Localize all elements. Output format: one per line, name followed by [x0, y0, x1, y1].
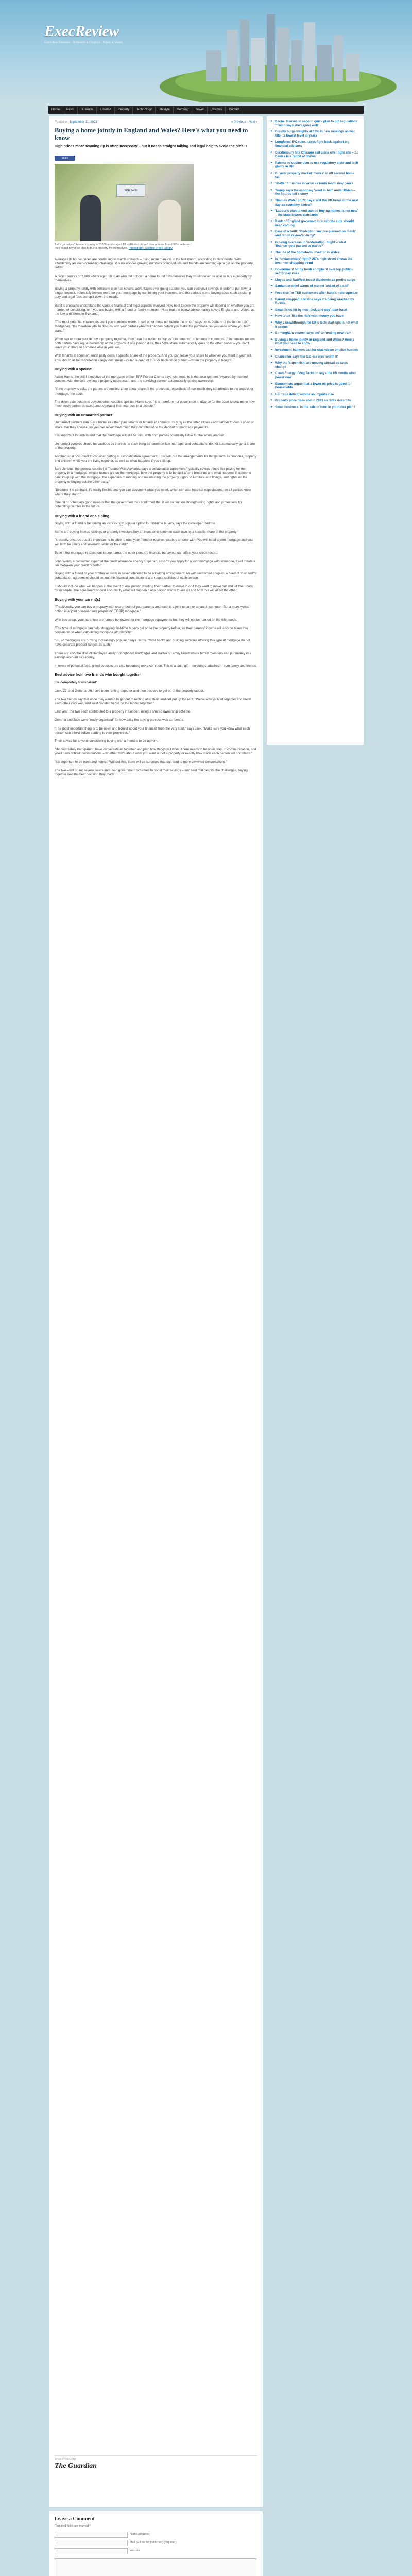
paragraph: "If the property is sold, the parties are entitled to an equal share of the proceeds, regardless of how much they contributed to the deposit or mortgage," he adds. [55, 387, 253, 396]
paragraph: Last year, the two each contributed to a property in London, using a shared ownership scheme. [55, 710, 191, 714]
sidebar-link[interactable]: ▸ Glastonbury hits Chicago sail plans over tight site – Ed Davies is a rabbit at chews [271, 151, 359, 159]
paragraph: Another legal document to consider getting is a cohabitation agreement. This sets out the arrangements for things such as finances, property and children while you are living together, as well as what happens if you split up. [55, 454, 256, 463]
sidebar-link[interactable]: ▸ Why the 'super-rich' are moving abroad as rates change [271, 361, 359, 369]
sidebar-link[interactable]: ▸ Bachel Reeves in second quick plan to cut regulations: 'Trump says she's gone well' [271, 120, 359, 127]
paragraph: With tenants in common, each party owns a specific share of the property. And you can leave your share to whoever you want in your will. This should all be recorded in a legal document – called a deed of trust or declaration of trust – when the property is bought. [55, 354, 252, 362]
website-label: Website [130, 2549, 140, 2552]
subheading: 'Be completely transparent' [55, 681, 97, 685]
date-prefix: Posted on [55, 121, 69, 124]
sidebar-link[interactable]: ▸ Small business: is the sale of fund in your idea plan? [271, 405, 359, 410]
sidebar-link[interactable]: ▸ Government hit by fresh complaint over top public-sector pay rises [271, 268, 359, 276]
required-note: Required fields are marked * [55, 2524, 91, 2528]
prev-next-links[interactable]: « Previous · Next » [231, 121, 258, 124]
paragraph: In terms of potential fees, gifted deposits are also becoming more common. This is a cash gift – no strings attached – from family and friends. [55, 664, 257, 668]
site-header [0, 0, 412, 103]
email-field[interactable] [55, 2540, 128, 2546]
nav-item[interactable]: Technology [133, 106, 155, 114]
sidebar-link[interactable]: ▸ The life of the hometown investor in Wales [271, 251, 359, 255]
sidebar-link[interactable]: ▸ Chancellor says the tax rise was 'worth it' [271, 355, 359, 359]
comment-form [49, 2511, 263, 2576]
caption-credit-link[interactable]: Photograph: Science Photo Library [128, 247, 173, 250]
paragraph: Unmarried partners can buy a home as either joint tenants or tenants in common. Buying as the latter allows each partner to own a specific share that they choose, so you can reflect how much they contributed to the deposit or mortgage payments. [55, 421, 254, 429]
paragraph: "Traditionally, you can buy a property with one or both of your parents and each is a joint tenant or tenant in common. But a more typical option is a 'joint borrower sole proprietor' (JBSP) mortgage." [55, 605, 250, 614]
sidebar-link[interactable]: ▸ Buyers' property market 'moves' in off second home tax [271, 172, 359, 179]
photo-person [158, 200, 181, 241]
paragraph: "The most potential challenges are if you someone wants to sell up or move out before the other," says Louis Pelham of the lender L&C Mortgages. "It's therefore vital to discuss with your partner what will happen before you make the purchase, so you know where you both stand." [55, 320, 251, 333]
paragraph: Buying with a friend or your brother or sister is never intended to be a lifelong arrangement. As with unmarried couples, a deed of trust and/or cohabitation agreement should set out the financial contributions and responsibilities of each person. [55, 572, 257, 580]
paragraph: The down side becomes obvious when couples split up. Harris says: "It is therefore not uncommon in divorce for the court to determine how much each partner is owed, and to protect their interests in a dispute." [55, 400, 255, 409]
main-nav [48, 106, 364, 114]
section-heading: Buying with an unmarried partner [55, 414, 113, 418]
sidebar-link[interactable]: ▸ Small firms hit by new 'pick-and-pay' loan fraud [271, 308, 359, 312]
paragraph: The two friends say that once they wanted to get out of renting after their landlord put up the rent. "We've always lived together and knew each other very well, and we'd decided to get on the ladder together." [55, 697, 251, 706]
paragraph: "It usually ensures that it's important to be able to trust your friend or relative, you buy a home with. You will need a joint mortgage and you will both be jointly and severally liable for the debt." [55, 538, 253, 547]
paragraph: Unmarried couples should be cautious as there is no such thing as 'common-law marriage' and cohabitants do not automatically get a share of the property. [55, 442, 255, 450]
sidebar-link[interactable]: ▸ Patents to outline plan to use regulatory state and tech giants in UK [271, 161, 359, 169]
paragraph: Their advice for anyone considering buying with a friend is to be upfront. [55, 739, 158, 743]
email-label: Mail (will not be published) (required) [130, 2541, 177, 2544]
section-heading: Buying with a friend or a sibling [55, 514, 110, 518]
ad-label: ADVERTISEMENT [55, 2458, 77, 2461]
ad-brand-logo[interactable]: The Guardian [55, 2462, 97, 2470]
sidebar-link[interactable]: ▸ Gravity bulge weights at 18% in new rankings as wall hits its lowest level in years [271, 130, 359, 138]
paragraph: It is important to understand that the mortgage will still be joint, with both parties potentially liable for the whole amount. [55, 433, 225, 437]
sidebar-link[interactable]: ▸ Lloyds and NatWest boost dividends as profits surge [271, 278, 359, 282]
sidebar-link[interactable]: ▸ UK trade deficit widens as imports rise [271, 393, 359, 397]
post-date[interactable]: September 11, 2023 [69, 121, 97, 124]
sidebar-link[interactable]: ▸ Ease of a tariff: 'Protectionism' pre-planned on 'Bank' and ration review's 'dump' [271, 230, 359, 238]
paragraph: One bit of potentially good news is that the government has confirmed that it will consult on strengthening rights and protections for cohabiting couples in the future. [55, 501, 243, 509]
caption-text: 'Let's go halves': A recent survey of 2,000 adults aged 18 to 40 who did not own a home found 39% believed they would never be able to buy a property by themselves. [55, 243, 191, 250]
photo-person [80, 195, 101, 241]
paragraph: But it is crucial to understand the various financial and legal aspects involved. How best to own the property will depend on whether you are married or cohabiting, or if you are buying with a friend or family member. (Note that the below advice mainly covers England and Wales, as the law is different in Scotland.) [55, 303, 255, 316]
nav-item[interactable]: Motoring [174, 106, 192, 114]
sidebar-link[interactable]: ▸ Santander chief warns of market 'ahead of a cliff' [271, 284, 359, 289]
paragraph: Average UK house prices are continuing to match upwards – rising more than 2% in the last month, according to Nationwide. With affordability an ever-increasing challenge, it is no wonder growing numbers of individuals and friends are teaming up to get on the property ladder. [55, 258, 253, 270]
sidebar-link[interactable]: ▸ Investment bankers call for crackdown on side hustles [271, 348, 359, 352]
nav-item[interactable]: Finance [97, 106, 114, 114]
sidebar [267, 116, 364, 745]
sidebar-link[interactable]: ▸ Trump says the economy 'went in half' under Biden – the figures tell a story [271, 189, 359, 196]
sidebar-link[interactable]: ▸ Is being overseas in 'underrating' blight – what 'finance' gets passed to public? [271, 241, 359, 248]
advertisement-strip[interactable] [55, 2455, 258, 2477]
share-button[interactable]: Share [55, 156, 75, 161]
nav-item[interactable]: Contact [226, 106, 243, 114]
sidebar-link[interactable]: ▸ 'Labour's plan to end ban on buying homes is not new' – the state lowers standards [271, 209, 359, 217]
paragraph: "The most important thing is to be open and honest about your finances from the very start," says Jack. "Make sure you know what each person can afford before starting to view properties." [55, 726, 250, 735]
sidebar-link[interactable]: ▸ Bank of England governor: interest rate cuts should keep coming [271, 219, 359, 227]
sidebar-link[interactable]: ▸ Economists argue that a lower oil price is good for households [271, 382, 359, 390]
sidebar-link[interactable]: ▸ Why a breakthrough for UK's tech start-ups is not what it seems [271, 321, 359, 329]
sidebar-link[interactable]: ▸ Buying a home jointly in England and Wales? Here's what you need to know [271, 338, 359, 346]
comment-heading: Leave a Comment [55, 2516, 95, 2522]
nav-item[interactable]: Home [48, 106, 63, 114]
website-field[interactable] [55, 2548, 128, 2554]
paragraph: Some are buying friends' siblings or property investors buy an investor in common each owning a specific share of the property. [55, 530, 237, 534]
site-tagline: Executive Reviews · Business & Finance · News & Views [44, 41, 123, 44]
paragraph: "JBSP mortgages are proving increasingly popular," says Harris. "Most banks and building societies offering this type of mortgage do not have separate product ranges as such." [55, 639, 250, 647]
paragraph: Adam Harris, the chief executive of the mortgage broker SPF Private Clients says joint tenants is the arrangement favoured by married couples, with the sole owning a property upon death, and the surviving partner automatically getting ownership. [55, 375, 248, 383]
comment-textarea[interactable] [55, 2558, 256, 2576]
paragraph: Sara Jenkins, the general counsel at Trusted Wills Advisers, says a cohabitation agreement "typically covers things like paying for the property in a mortgage, whose names are on the mortgage, how the property is to be split after a break-up and what happens if someone can't keep up with the mortgage, the expenses of running and maintaining the property, rights to furniture and fittings, and rights on the property or buying-out the other party." [55, 467, 251, 484]
nav-item[interactable]: Property [115, 106, 133, 114]
paragraph: With this setup, your parent(s) are named borrowers for the mortgage repayments but they will not be named on the title deeds. [55, 618, 237, 622]
section-heading: Buying with your parent(s) [55, 598, 100, 602]
paragraph: Even if the mortgage is taken out in one name, the other person's financial behaviour can affect your credit record. [55, 551, 218, 555]
article-body [55, 258, 258, 781]
site-logo[interactable]: ExecReview [44, 23, 119, 40]
nav-item[interactable]: Lifestyle [156, 106, 174, 114]
for-sale-sign: FOR SALE [116, 184, 145, 197]
nav-item[interactable]: Travel [192, 106, 207, 114]
sidebar-link[interactable]: ▸ Birmingham council says 'no' to funding new tram [271, 331, 359, 335]
paragraph: "The type of mortgage can help struggling first-time buyers get on to the property ladder, as their parents' income will also be taken into consideration when calculating mortgage affordability." [55, 626, 248, 634]
paragraph: A recent survey of 2,000 adults aged 18 to 40 who did not own a home found 39% believed they would never be able to buy a property by themselves. [55, 274, 252, 282]
sidebar-link[interactable]: ▸ Thames Water on 72 days: will the UK break in the next day as economy slides? [271, 199, 359, 207]
paragraph: "It's important to be open and honest. Without this, there will be surprises that can lead to more awkward conversations." [55, 760, 228, 764]
article-title: Buying a home jointly in England and Wales? Here's what you need to know [55, 127, 248, 142]
sidebar-link[interactable]: ▸ Shelter firms rise in value as rents reach new peaks [271, 182, 359, 186]
section-heading: Buying with a spouse [55, 367, 92, 371]
paragraph: "Be completely transparent, have conversations together and plan how things will work. There needs to be open lines of communication, and you'll have difficult conversations – whether that's about what you want out of a property or exactly how much each person will contribute." [55, 748, 256, 756]
name-label: Name (required) [130, 2533, 151, 2536]
nav-item[interactable]: Reviews [208, 106, 226, 114]
paragraph: John Webb, a consumer expert at the credit reference agency Experian, says "If you apply for a joint mortgage with someone, it will create a link between your credit reports." [55, 559, 255, 567]
sidebar-link[interactable]: ▸ How to be 'like the rich' with money you have [271, 314, 359, 318]
name-field[interactable] [55, 2532, 128, 2538]
article-standfirst: High prices mean teaming up is often necessary – but it needs straight talking and legal help to avoid the pitfalls [55, 145, 248, 148]
sidebar-link[interactable]: ▸ Fees rise for TSB customers after bank's 'rate squeeze' [271, 291, 359, 295]
post-meta [55, 121, 97, 124]
sidebar-link[interactable]: ▸ Property price rises end in 2023 as rates rises bite [271, 399, 359, 403]
paragraph: Buying with a friend is becoming an increasingly popular option for first-time buyers, says the developer Redrow. [55, 521, 216, 526]
photo-caption [55, 243, 194, 250]
city-skyline-illustration [154, 9, 402, 102]
paragraph: "Because it is contract, it's easily flexible and you can document what you need, which can also help set expectations, so all parties know where they stand." [55, 488, 251, 496]
article-column [49, 116, 263, 2507]
article-photo [55, 164, 194, 241]
paragraph: There are also the likes of Barclays Family Springboard mortgages and Halifax's Family Boost where family members can put money in a savings account as security. [55, 651, 251, 659]
paragraph: It should include what will happen in the event of one person wanting their partner to move in or if they want to move out and let their room, for example. The agreement should also clarify what will happen if one person wants to sell up and how this will affect the other. [55, 584, 254, 592]
paragraph: Gemma and Jack were "really organised" for how easy the buying process was as friends. [55, 718, 184, 722]
sidebar-link-list [267, 116, 364, 409]
nav-item[interactable]: News [63, 106, 78, 114]
sidebar-link[interactable]: ▸ Longform: IPO rules, taxes fight back against big financial advisors [271, 140, 359, 148]
paragraph: Jack, 27, and Gemma, 26, have been renting together and then decided to get on to the property ladder. [55, 689, 204, 693]
sidebar-link[interactable]: ▸ Parent swapped: Ukraine says it's being wracked by Russia [271, 298, 359, 306]
paragraph: When two or more people buy a property together, they have the option to buy as 'joint tenants' or 'tenants in common'. Joint tenants means both parties have equal ownership of the property. If one person dies, their 50% share automatically goes to the other owner – you can't leave your share to someone else in your will. [55, 337, 255, 350]
nav-item[interactable]: Business [78, 106, 97, 114]
sidebar-link[interactable]: ▸ Clean Energy: Greg Jackson says the UK needs wind power now [271, 371, 359, 379]
paragraph: The two want up for several years and used government schemes to boost their savings – and said that despite the challenges, buying together was the best decision they made. [55, 768, 248, 777]
paragraph: Buying a property jointly with someone else has several advantages over going it alone: you can pool your savings in order to put down a bigger deposit, potentially borrow more for your mortgage by combining your incomes, and the various home-buying costs such as stamp duty and legal fees are split down the middle. [55, 287, 251, 299]
sidebar-link[interactable]: ▸ Is 'fundamentals' right? UK's high street shows the best new shopping trend [271, 257, 359, 265]
section-heading: Best advice from two friends who bought together [55, 673, 141, 677]
